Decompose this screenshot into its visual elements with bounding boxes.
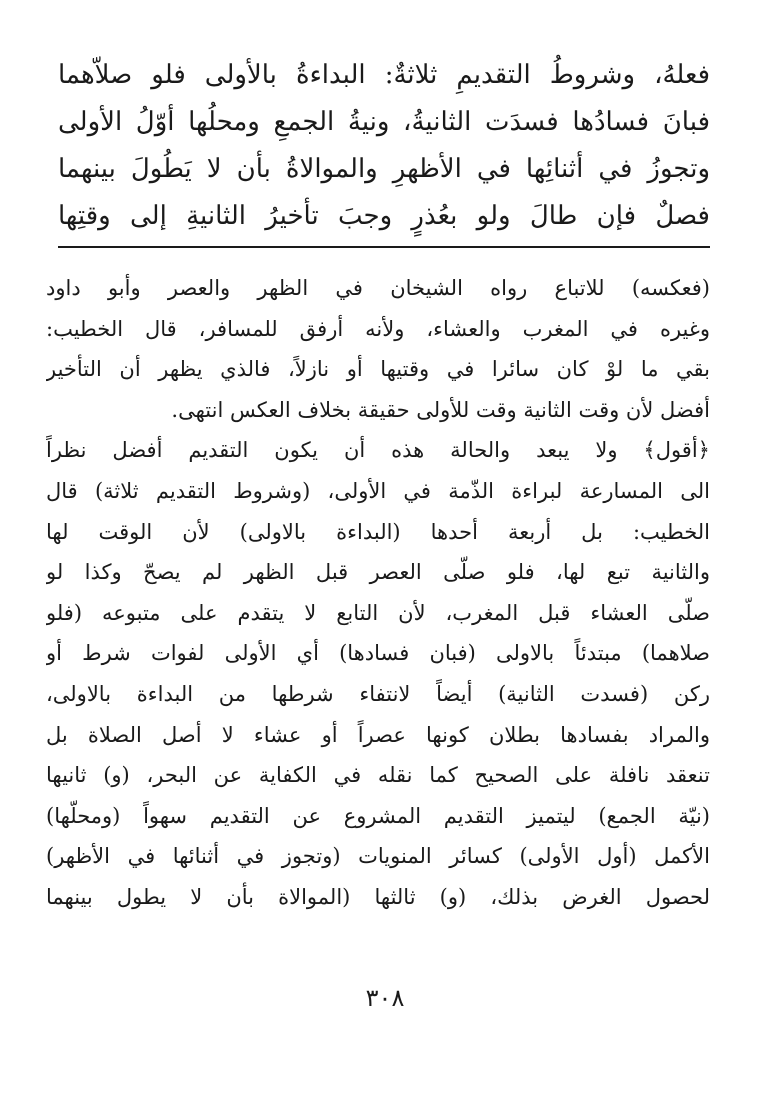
commentary-line: لحصول الغرض بذلك، (و) ثالثها (الموالاة بأن لا يطول بينهما <box>46 884 710 909</box>
commentary-line: أفضل لأن وقت الثانية وقت للأولى حقيقة بخلاف العكس انتهى. <box>171 397 710 422</box>
commentary-line: الى المسارعة لبراءة الذّمة في الأولى، (وشروط التقديم ثلاثة) قال <box>46 478 710 503</box>
main-text-line: فبانَ فسادُها فسدَت الثانيةُ، ونيةُ الجمعِ ومحلُها أوّلُ الأولى <box>58 107 710 137</box>
main-text-line: فصلٌ فإن طالَ ولو بعُذرٍ وجبَ تأخيرُ الثانيةِ إلى وقتِها <box>58 201 710 231</box>
commentary-text-block <box>46 268 710 918</box>
main-text-line: فعلهُ، وشروطُ التقديمِ ثلاثةٌ: البداءةُ بالأولى فلو صلاّهما <box>58 60 710 90</box>
page-number: ٣٠٨ <box>365 984 405 1012</box>
commentary-line: بقي ما لوْ كان سائرا في وقتيها أو نازلاً، فالذي يظهر أن التأخير <box>46 357 710 382</box>
main-text-block <box>58 52 710 240</box>
separator-rule <box>58 246 710 248</box>
commentary-line: الأكمل (أول الأولى) كسائر المنويات (وتجوز في أثنائها في الأظهر) <box>46 844 710 869</box>
main-text-line: وتجوزُ في أثنائِها في الأظهرِ والموالاةُ بأن لا يَطُولَ بينهما <box>58 154 710 184</box>
commentary-line: صلاهما) مبتدئاً بالاولى (فبان فسادها) أي الأولى لفوات شرط أو <box>46 641 710 666</box>
commentary-line: والمراد بفسادها بطلان كونها عصراً أو عشاء لا أصل الصلاة بل <box>46 722 710 747</box>
commentary-line: (فعكسه) للاتباع رواه الشيخان في الظهر والعصر وأبو داود <box>46 276 710 300</box>
commentary-line: ﴿أقول﴾ ولا يبعد والحالة هذه أن يكون التقديم أفضل نظراً <box>46 438 710 463</box>
commentary-line: وغيره في المغرب والعشاء، ولأنه أرفق للمسافر، قال الخطيب: <box>46 316 710 341</box>
commentary-line: الخطيب: بل أربعة أحدها (البداءة بالاولى) لأن الوقت لها <box>46 519 710 544</box>
commentary-line: (نيّة الجمع) ليتميز التقديم المشروع عن التقديم سهواً (ومحلّها) <box>46 803 710 828</box>
commentary-line: والثانية تبع لها، فلو صلّى العصر قبل الظهر لم يصحّ وكذا لو <box>46 560 710 585</box>
commentary-line: ركن (فسدت الثانية) أيضاً لانتفاء شرطها من البداءة بالاولى، <box>46 681 710 706</box>
commentary-line: تنعقد نافلة على الصحيح كما نقله في الكفاية عن البحر، (و) ثانيها <box>46 763 710 788</box>
commentary-line: صلّى العشاء قبل المغرب، لأن التابع لا يتقدم على متبوعه (فلو <box>46 600 710 625</box>
